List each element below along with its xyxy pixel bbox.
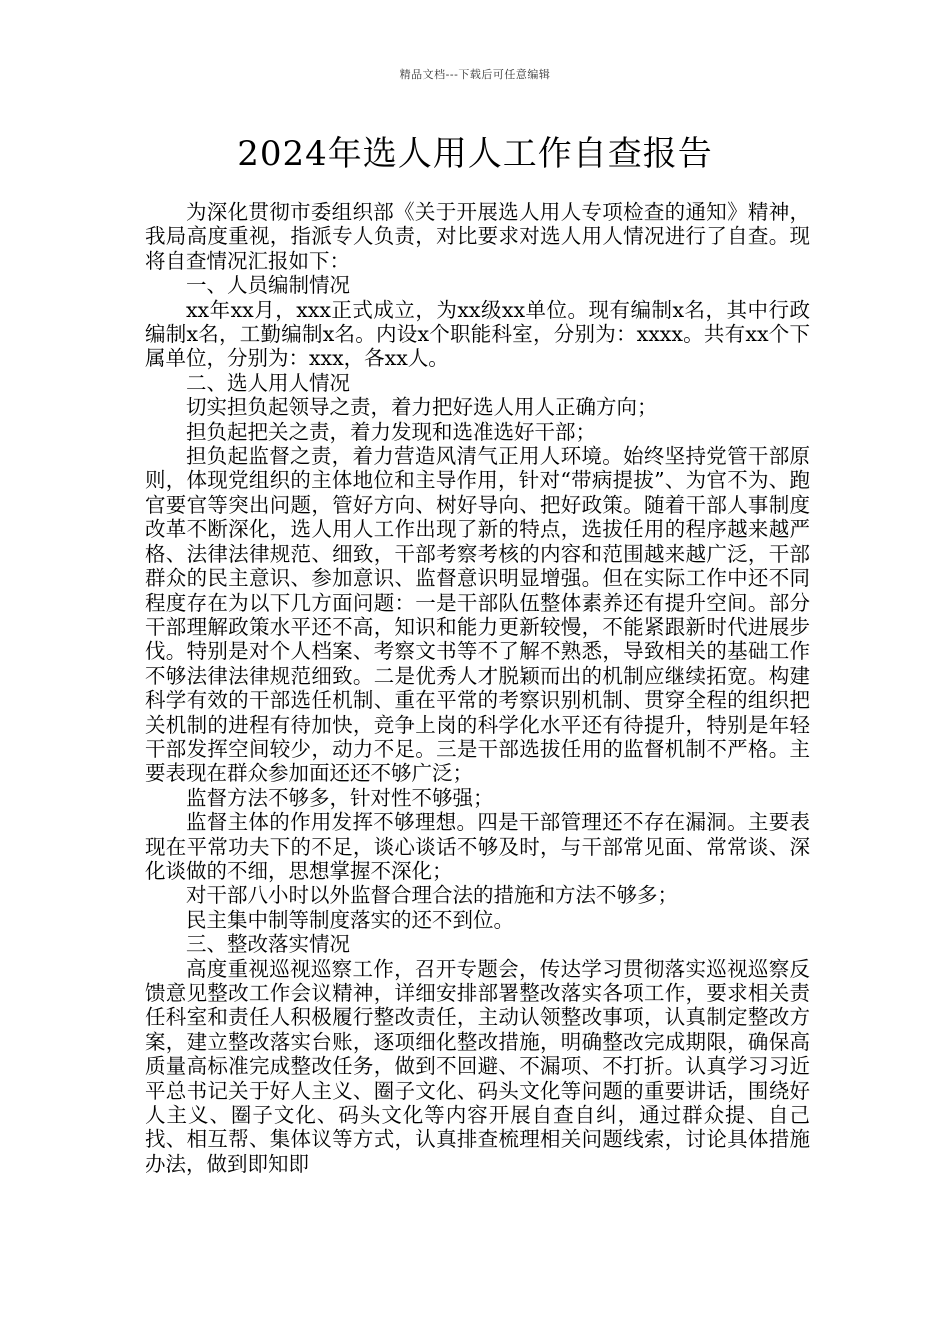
paragraph-rectification: 高度重视巡视巡察工作，召开专题会，传达学习贯彻落实巡视巡察反馈意见整改工作会议精神，详细安排部署整改落实各项工作，要求相关责任科室和责任人积极履行整改责任，主动认领整改事项，认真制定整改方案，建立整改落实台账，逐项细化整改措施，明确整改完成期限，确保高质量高标准完成整改任务，做到不回避、不漏项、不打折。认真学习习近平总书记关于好人主义、圈子文化、码头文化等问题的重要讲话，围绕好人主义、圈子文化、码头文化等内容开展自查自纠，通过群众提、自己找、相互帮、集体议等方式，认真排查梳理相关问题线索，讨论具体措施办法，做到即知即 bbox=[145, 956, 810, 1176]
section-heading-rectification: 三、整改落实情况 bbox=[186, 932, 350, 957]
header-note: 精品文档---下载后可任意编辑 bbox=[399, 68, 551, 81]
paragraph-staffing: xx年xx月，xxx正式成立，为xx级xx单位。现有编制x名，其中行政编制x名，工勤编制x名。内设x个职能科室，分别为：xxxx。共有xx个下属单位，分别为：xxx，各xx人。 bbox=[145, 297, 810, 371]
document-body bbox=[145, 200, 810, 1176]
section-heading-staffing: 一、人员编制情况 bbox=[186, 273, 350, 298]
document-title: 2024年选人用人工作自查报告 bbox=[237, 134, 713, 174]
paragraph-leadership-duty: 切实担负起领导之责，着力把好选人用人正确方向； bbox=[186, 395, 658, 420]
paragraph-gatekeeping-duty: 担负起把关之责，着力发现和选准选好干部； bbox=[186, 419, 596, 444]
paragraph-supervision-duty: 担负起监督之责，着力营造风清气正用人环境。始终坚持党管干部原则，体现党组织的主体地位和主导作用，针对“带病提拔”、为官不为、跑官要官等突出问题，管好方向、树好导向、把好政策。随着干部人事制度改革不断深化，选人用人工作出现了新的特点，选拔任用的程序越来越严格、法律法律规范、细致，干部考察考核的内容和范围越来越广泛，干部群众的民主意识、参加意识、监督意识明显增强。但在实际工作中还不同程度存在为以下几方面问题：一是干部队伍整体素养还有提升空间。部分干部理解政策水平还不高，知识和能力更新较慢，不能紧跟新时代进展步伐。特别是对个人档案、考察文书等不了解不熟悉，导致相关的基础工作不够法律法律规范细致。二是优秀人才脱颖而出的机制应继续拓宽。构建科学有效的干部选任机制、重在平常的考察识别机制、贯穿全程的组织把关机制的进程有待加快，竞争上岗的科学化水平还有待提升，特别是年轻干部发挥空间较少，动力不足。三是干部选拔任用的监督机制不严格。主要表现在群众参加面还还不够广泛； bbox=[145, 444, 810, 786]
paragraph-after-hours: 对干部八小时以外监督合理合法的措施和方法不够多； bbox=[186, 883, 678, 908]
section-heading-selection: 二、选人用人情况 bbox=[186, 370, 350, 395]
paragraph-intro: 为深化贯彻市委组织部《关于开展选人用人专项检查的通知》精神，我局高度重视，指派专人负责，对比要求对选人用人情况进行了自查。现将自查情况汇报如下： bbox=[145, 200, 810, 273]
paragraph-supervision-subject: 监督主体的作用发挥不够理想。四是干部管理还不存在漏洞。主要表现在平常功夫下的不足，谈心谈话不够及时，与干部常见面、常常谈、深化谈做的不细，思想掌握不深化； bbox=[145, 810, 810, 883]
paragraph-democratic-centralism: 民主集中制等制度落实的还不到位。 bbox=[186, 907, 514, 932]
paragraph-supervision-methods: 监督方法不够多，针对性不够强； bbox=[186, 785, 494, 810]
